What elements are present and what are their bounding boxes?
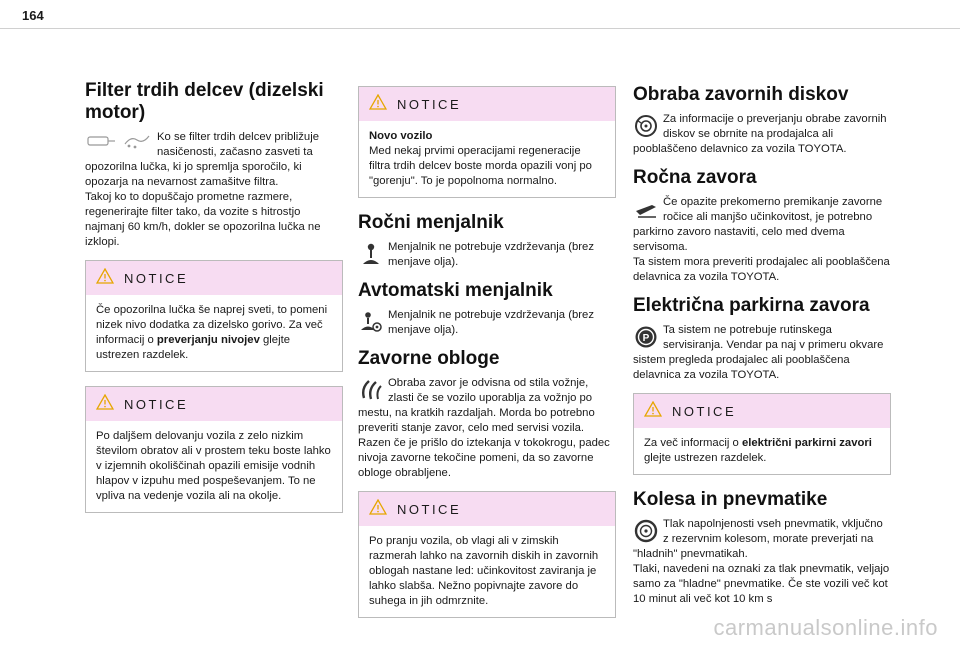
section-text: Ta sistem ne potrebuje rutinskega servisiranja. Vendar pa naj v primeru okvare sistem pregleda prodajalec ali pooblaščena delavnica za vozila TOYOTA. (633, 324, 884, 381)
section-text: Menjalnik ne potrebuje vzdrževanja (brez menjave olja). (388, 309, 594, 336)
section-text: Za informacije o preverjanju obrabe zavornih diskov se obrnite na prodajalca ali pooblaščeno delavnico za vozila TOYOTA. (633, 113, 887, 155)
notice-body (359, 121, 615, 197)
section-text: Ta sistem mora preveriti prodajalec ali pooblaščena delavnica za vozila TOYOTA. (633, 256, 890, 283)
warning-triangle-icon (369, 94, 387, 115)
tyre-icon (633, 518, 659, 544)
section-wheels-tyres (633, 489, 891, 607)
notice-text: Po pranju vozila, ob vlagi ali v zimskih razmerah lahko na zavornih diskih in zavornih oblogah nastane led: učinkovitost zaviranja je lahko slabša. Nežno popivnajte zavore do suhega in jih odmrznite. (369, 535, 599, 607)
notice-box (358, 86, 616, 198)
watermark: carmanualsonline.info (713, 615, 938, 640)
notice-body (86, 295, 342, 371)
notice-header (86, 387, 342, 421)
notice-bold-link: preverjanju nivojev (156, 334, 260, 346)
notice-box (85, 260, 343, 372)
warning-triangle-icon (644, 401, 662, 422)
automatic-gear-icon (358, 309, 384, 335)
notice-box (633, 393, 891, 475)
header-rule (0, 28, 960, 29)
section-title: Obraba zavornih diskov (633, 84, 849, 105)
notice-text: Po daljšem delovanju vozila z zelo nizkim številom obratov ali v prostem teku boste lahko v izjemnih okoliščinah opazili emisije vodnih hlapov v izpuhu med pospeševanjem. To ne vpliva na vedenje vozila ali na okolje. (96, 430, 331, 502)
section-title: Filter trdih delcev (dizelski motor) (85, 80, 324, 123)
section-title: Avtomatski menjalnik (358, 280, 553, 301)
notice-title: NOTICE (397, 96, 462, 112)
notice-header (634, 394, 890, 428)
section-text: Tlak napolnjenosti vseh pnevmatik, vključno z rezervnim kolesom, morate preverjati na "hladnih" pnevmatikah. (633, 518, 883, 560)
handbrake-lever-icon (633, 196, 659, 222)
particle-filter-warning-icon (85, 131, 153, 151)
section-text: Ko se filter trdih delcev približuje nasičenosti, začasno zasveti ta opozorilna lučka, ki jo spremlja sporočilo, ki opozarja na nevarnost zamašitve filtra. (85, 131, 319, 188)
section-title: Ročna zavora (633, 167, 757, 188)
section-title: Kolesa in pnevmatike (633, 489, 828, 510)
notice-header (86, 261, 342, 295)
section-title: Električna parkirna zavora (633, 295, 870, 316)
notice-text: Za več informacij o (644, 437, 742, 449)
notice-title: NOTICE (124, 396, 189, 412)
column-2 (358, 86, 616, 632)
notice-bold-heading: Novo vozilo (369, 130, 433, 142)
warning-triangle-icon (96, 268, 114, 289)
notice-body (634, 428, 890, 474)
section-electric-parking-brake (633, 295, 891, 383)
notice-header (359, 87, 615, 121)
notice-title: NOTICE (397, 501, 462, 517)
notice-text: Med nekaj prvimi operacijami regeneracije filtra trdih delcev boste morda opazili vonj po "gorenju". To je popolnoma normalno. (369, 145, 592, 187)
notice-text: glejte ustrezen razdelek. (96, 334, 291, 361)
section-handbrake (633, 167, 891, 285)
section-text: Takoj ko to dopuščajo prometne razmere, regenerirajte filter tako, da vozite s hitrostjo najmanj 60 km/h, dokler se opozorilna lučka ne izklopi. (85, 191, 321, 248)
section-title: Zavorne obloge (358, 348, 500, 369)
section-brake-discs (633, 84, 891, 157)
section-manual-gearbox (358, 212, 616, 270)
notice-title: NOTICE (672, 403, 737, 419)
section-text: Razen če je prišlo do iztekanja v tokokrogu, padec nivoja zavorne tekočine pomeni, da so zavorne obloge obrabljene. (358, 437, 610, 479)
notice-text: Če opozorilna lučka še naprej sveti, to pomeni nizek nivo dodatka za dizelsko gorivo. Za več informacij o (96, 304, 328, 346)
warning-triangle-icon (369, 499, 387, 520)
gear-lever-icon (358, 241, 384, 267)
notice-text: glejte ustrezen razdelek. (644, 452, 767, 464)
svg-text:P: P (642, 333, 650, 344)
warning-triangle-icon (96, 394, 114, 415)
notice-body (359, 526, 615, 617)
notice-box (358, 491, 616, 618)
section-text: Obraba zavor je odvisna od stila vožnje, zlasti če se vozilo uporablja za vožnjo po mestu, na kratkih razdaljah. Morda bo potrebno preveriti stanje zavor, celo med servisi vozila. (358, 377, 595, 434)
column-3 (633, 84, 891, 617)
column-1 (85, 80, 343, 527)
section-text: Če opazite prekomerno premikanje zavorne ročice ali manjšo učinkovitost, je potrebno parkirno zavoro nastaviti, celo med dvema servisoma. (633, 196, 883, 253)
notice-box (85, 386, 343, 513)
section-text: Menjalnik ne potrebuje vzdrževanja (brez menjave olja). (388, 241, 594, 268)
section-title: Ročni menjalnik (358, 212, 504, 233)
brake-disc-icon (633, 113, 659, 139)
page-number: 164 (22, 8, 44, 23)
notice-title: NOTICE (124, 270, 189, 286)
notice-body (86, 421, 342, 512)
section-automatic-gearbox (358, 280, 616, 338)
notice-header (359, 492, 615, 526)
section-brake-pads (358, 348, 616, 481)
brake-pads-icon (358, 377, 384, 403)
section-particle-filter (85, 80, 343, 250)
section-text: Tlaki, navedeni na oznaki za tlak pnevmatik, veljajo samo za "hladne" pnevmatike. Če ste vozili več kot 10 minut ali več kot 10 km s (633, 563, 890, 605)
parking-brake-p-icon (633, 324, 659, 350)
notice-bold-link: električni parkirni zavori (741, 437, 872, 449)
